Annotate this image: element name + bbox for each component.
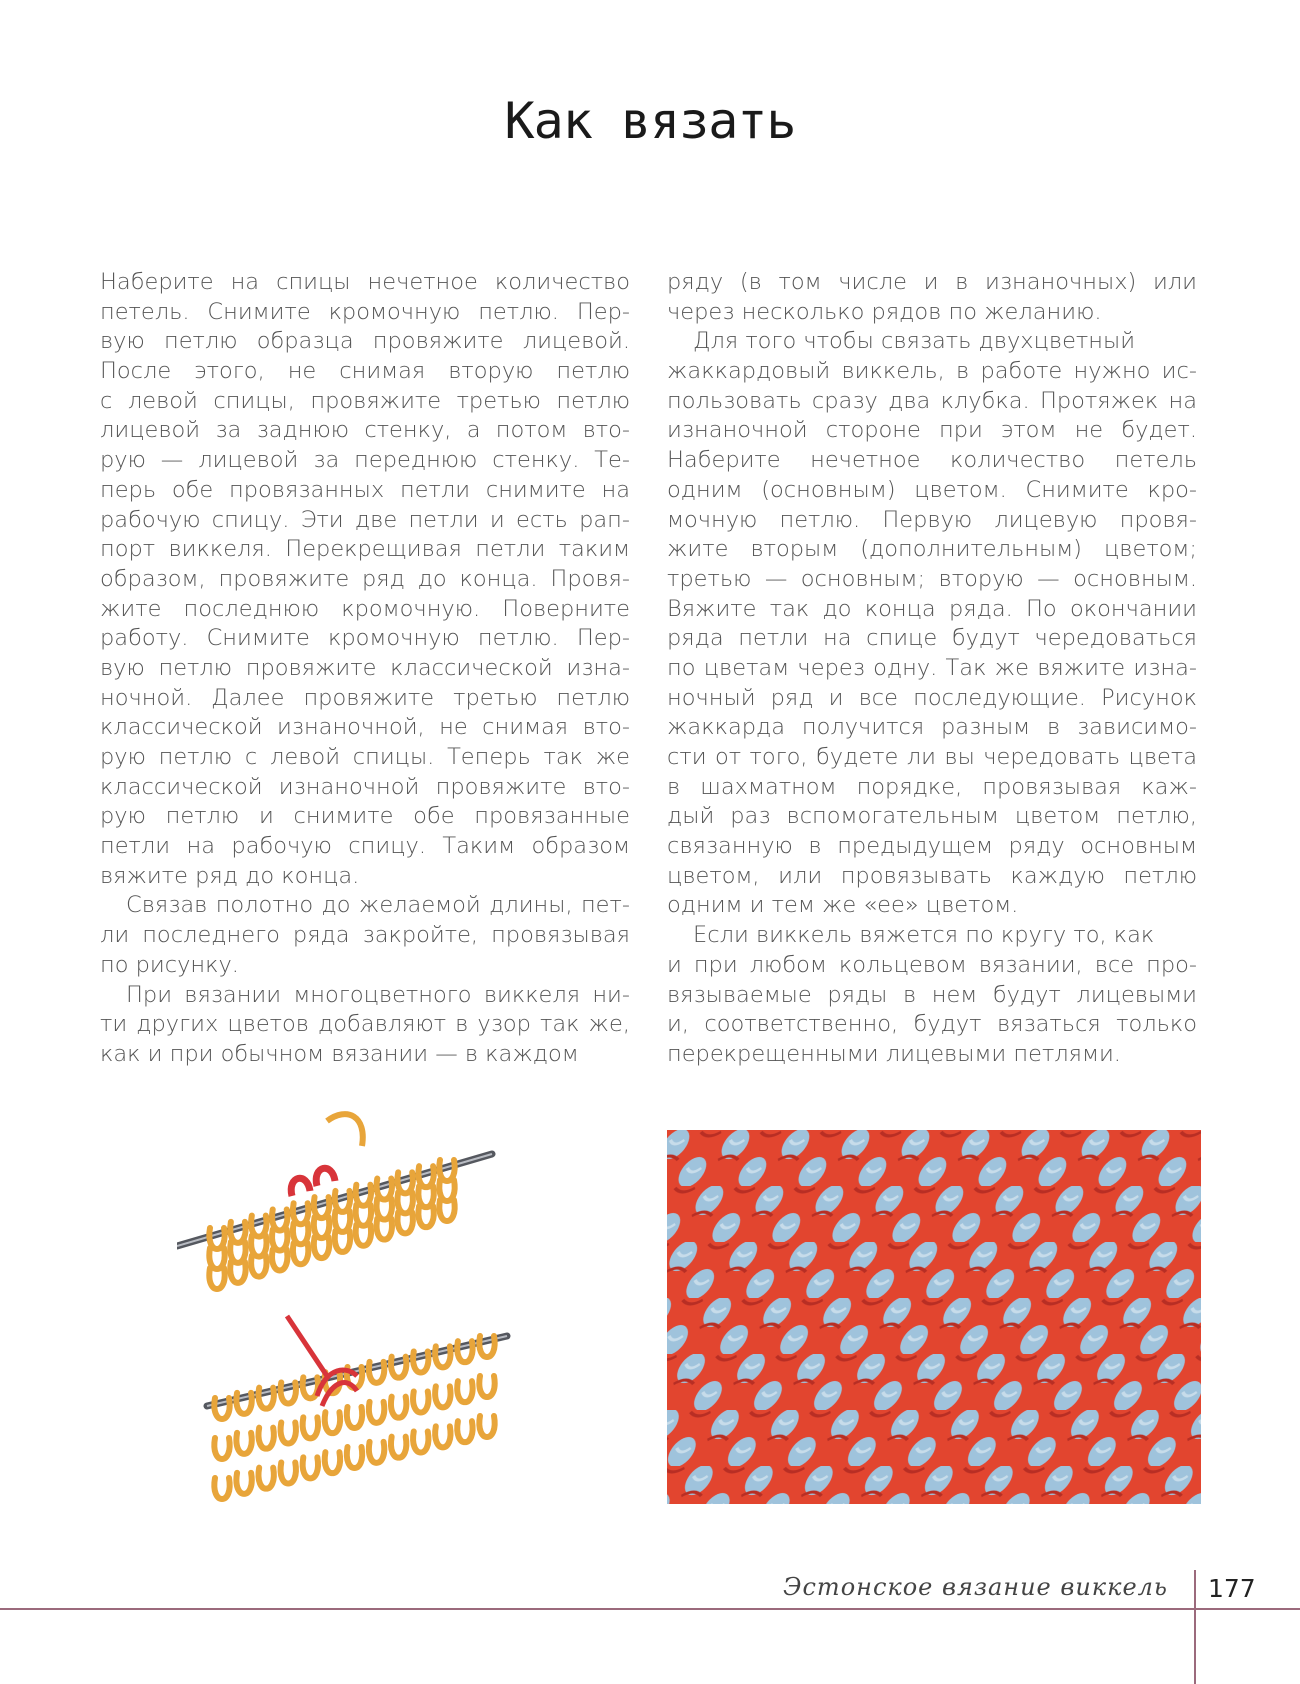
page-title: Как вязать xyxy=(504,92,796,150)
text-line: цветом, или провязывать каждую петлю xyxy=(667,862,1197,889)
yarn-loop xyxy=(281,1463,296,1484)
yarn-loop xyxy=(236,1433,251,1454)
text-line: изнаночной стороне при этом не будет. xyxy=(667,417,1197,444)
yarn-loop xyxy=(214,1478,229,1499)
text-line: вую петлю образца провяжите лицевой. xyxy=(100,328,630,355)
text-line: образом, провяжите ряд до конца. Провя- xyxy=(100,565,630,592)
text-line: в шахматном порядке, провязывая каж- xyxy=(667,773,1197,800)
text-line: жите последнюю кромочную. Поверните xyxy=(100,595,630,622)
page-number: 177 xyxy=(1208,1574,1256,1603)
yarn-loop xyxy=(325,1452,340,1473)
text-line: Вяжите так до конца ряда. По окончании xyxy=(667,595,1197,622)
yarn-loop xyxy=(214,1438,229,1459)
text-line: лицевой за заднюю стенку, а потом вто- xyxy=(100,417,630,444)
text-line: связанную в предыдущем ряду основным xyxy=(667,833,1197,860)
text-line: жаккардовый виккель, в работе нужно ис- xyxy=(667,358,1197,385)
text-line: Если виккель вяжется по кругу то, как xyxy=(693,922,1155,949)
footer-rule xyxy=(0,1608,1300,1610)
text-line: Наберите на спицы нечетное количество xyxy=(100,269,630,295)
text-column-left xyxy=(100,268,630,1070)
diagram-bottom xyxy=(207,1316,507,1499)
text-line: классической изнаночной, не снимая вто- xyxy=(100,714,630,741)
text-line: и, соответственно, будут вязаться только xyxy=(667,1011,1197,1038)
yarn-loop xyxy=(369,1402,384,1423)
text-line: как и при обычном вязании — в каждом xyxy=(100,1040,579,1067)
text-line: перекрещенными лицевыми петлями. xyxy=(667,1040,1121,1067)
running-title: Эстонское вязание виккель xyxy=(783,1573,1168,1601)
text-line: мочную петлю. Первую лицевую провя- xyxy=(667,506,1197,533)
text-line: перь обе провязанных петли снимите на xyxy=(100,476,630,503)
text-line: жаккарда получится разным в зависимо- xyxy=(667,714,1197,741)
text-line: с левой спицы, провяжите третью петлю xyxy=(100,387,630,414)
text-line: рую — лицевой за переднюю стенку. Те- xyxy=(100,447,630,474)
text-line: петель. Снимите кромочную петлю. Пер- xyxy=(100,298,630,325)
footer-vertical-rule xyxy=(1194,1570,1196,1684)
yarn-loop xyxy=(236,1473,251,1494)
jacquard-wickel-sample-photo xyxy=(667,1130,1201,1504)
text-line: После этого, не снимая вторую петлю xyxy=(100,358,630,385)
text-line: пользовать сразу два клубка. Протяжек на xyxy=(667,387,1197,414)
yarn-loop xyxy=(479,1376,494,1397)
text-line: вую петлю провяжите классической изна- xyxy=(100,654,630,681)
yarn-loop xyxy=(258,1468,273,1489)
text-line: Для того чтобы связать двухцветный xyxy=(693,328,1136,355)
diagram-top xyxy=(177,1114,492,1289)
text-line: по рисунку. xyxy=(100,951,239,978)
yarn-loop xyxy=(435,1386,450,1407)
text-line: работу. Снимите кромочную петлю. Пер- xyxy=(100,625,630,652)
yarn-loop xyxy=(303,1457,318,1478)
text-line: ряду (в том числе и в изнаночных) или xyxy=(667,269,1197,295)
text-line: вяжите ряд до конца. xyxy=(100,862,360,889)
text-line: петли на рабочую спицу. Таким образом xyxy=(100,833,630,860)
text-line: Наберите нечетное количество петель xyxy=(667,447,1197,474)
text-line: ночный ряд и все последующие. Рисунок xyxy=(667,684,1197,711)
text-line: через несколько рядов по желанию. xyxy=(667,298,1102,325)
yarn-loop xyxy=(413,1432,428,1453)
yarn-loop xyxy=(457,1421,472,1442)
yarn-loop xyxy=(391,1437,406,1458)
text-line: порт виккеля. Перекрещивая петли таким xyxy=(100,536,630,563)
text-line: третью — основным; вторую — основным. xyxy=(667,565,1197,592)
yarn-loop xyxy=(325,1412,340,1433)
yarn-loop xyxy=(435,1426,450,1447)
text-line: и при любом кольцевом вязании, все про- xyxy=(667,951,1197,978)
text-line: ряда петли на спице будут чередоваться xyxy=(667,625,1197,652)
yarn-loop xyxy=(413,1392,428,1413)
knitting-diagram-illustration xyxy=(177,1106,522,1516)
yarn-loop xyxy=(303,1417,318,1438)
text-line: одним (основным) цветом. Снимите кро- xyxy=(667,476,1197,503)
yarn-loop xyxy=(457,1381,472,1402)
text-line: сти от того, будете ли вы чередовать цвета xyxy=(667,744,1197,770)
text-line: ночной. Далее провяжите третью петлю xyxy=(100,684,630,711)
text-line: рую петлю и снимите обе провязанные xyxy=(100,803,630,830)
yarn-loop xyxy=(281,1423,296,1444)
text-column-right xyxy=(667,268,1197,1070)
text-line: Связав полотно до желаемой длины, пет- xyxy=(126,892,630,919)
yarn-loop xyxy=(479,1416,494,1437)
text-line: При вязании многоцветного виккеля ни- xyxy=(126,981,630,1008)
text-line: рабочую спицу. Эти две петли и есть рап- xyxy=(100,506,630,533)
yarn-loop xyxy=(258,1428,273,1449)
yarn-loop xyxy=(391,1397,406,1418)
text-line: рую петлю с левой спицы. Теперь так же xyxy=(100,744,630,770)
text-line: ти других цветов добавляют в узор так же, xyxy=(100,1011,630,1038)
yarn-loop xyxy=(369,1442,384,1463)
text-line: одним и тем же «ее» цветом. xyxy=(667,892,1019,919)
yarn-loop xyxy=(347,1447,362,1468)
text-line: по цветам через одну. Так же вяжите изна- xyxy=(667,654,1197,681)
yarn-loop xyxy=(347,1407,362,1428)
text-line: дый раз вспомогательным цветом петлю, xyxy=(667,803,1197,830)
text-line: вязываемые ряды в нем будут лицевыми xyxy=(667,981,1197,1008)
text-line: классической изнаночной провяжите вто- xyxy=(100,773,630,800)
text-line: жите вторым (дополнительным) цветом; xyxy=(667,536,1197,563)
text-line: ли последнего ряда закройте, провязывая xyxy=(100,922,630,949)
